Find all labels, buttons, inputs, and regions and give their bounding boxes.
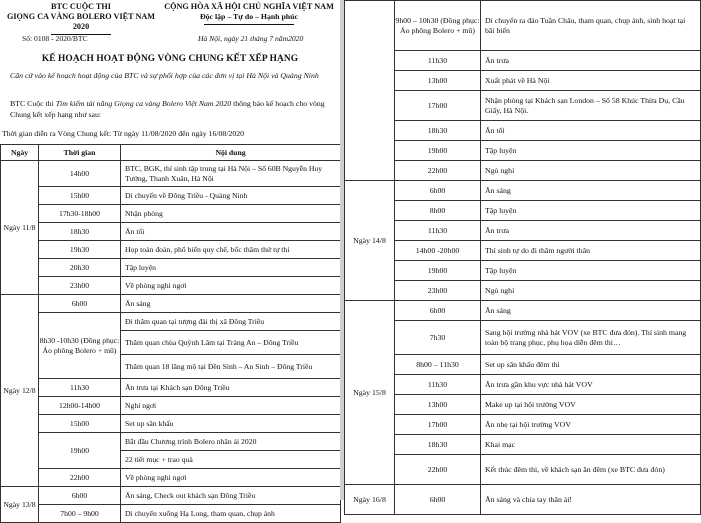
- left-page: [0, 0, 340, 518]
- document-title: KẾ HOẠCH HOẠT ĐỘNG VÒNG CHUNG KẾT XẾP HẠNG: [41, 54, 299, 64]
- table-row: [345, 181, 701, 201]
- content-cell: Set up sân khấu: [121, 415, 341, 433]
- header-content: Nội dung: [121, 145, 341, 161]
- time-cell: 18h30: [39, 223, 121, 241]
- content-cell: Di chuyển xuống Hạ Long, tham quan, chụp ảnh: [121, 505, 341, 523]
- header-day: Ngày: [1, 145, 39, 161]
- day-cell: Ngày 16/8: [345, 485, 395, 515]
- content-cell: Ăn trưa tại Khách sạn Đông Triều: [121, 379, 341, 397]
- organizer-header: [6, 2, 156, 35]
- table-row: [1, 313, 341, 331]
- state-line-1: CỘNG HÒA XÃ HỘI CHỦ NGHĨA VIỆT NAM: [164, 2, 334, 11]
- table-row: [1, 241, 341, 259]
- time-cell: 19h30: [39, 241, 121, 259]
- state-underline: [204, 24, 294, 25]
- content-cell: Ngủ nghỉ: [481, 161, 701, 181]
- intro-paragraph: [10, 98, 332, 120]
- day-cell: Ngày 12/8: [1, 295, 39, 487]
- table-row: [345, 321, 701, 355]
- state-line-2: Độc lập – Tự do – Hạnh phúc: [200, 12, 298, 21]
- table-row: [345, 1, 701, 51]
- time-cell: 19h00: [39, 433, 121, 469]
- time-cell: 22h00: [395, 455, 481, 485]
- table-row: [345, 281, 701, 301]
- content-cell: Ăn trưa gần khu vực nhà hát VOV: [481, 375, 701, 395]
- time-cell: 6h00: [395, 485, 481, 515]
- content-cell: BTC, BGK, thí sinh tập trung tại Hà Nội – Số 60B Nguyễn Huy Tưởng, Thanh Xuân, Hà Nội: [121, 161, 341, 187]
- time-cell: 15h00: [39, 187, 121, 205]
- time-cell: 8h00 – 11h30: [395, 355, 481, 375]
- day-cell: Ngày 11/8: [1, 161, 39, 295]
- time-cell: 8h30 -10h30 (Đồng phục: Áo phông Bolero + mũ): [39, 313, 121, 379]
- time-cell: 11h30: [395, 221, 481, 241]
- table-row: [1, 223, 341, 241]
- table-row: [345, 355, 701, 375]
- intro-pre: BTC Cuộc thi: [10, 99, 56, 108]
- content-cell: Thăm quan 18 lăng mộ tại Đền Sinh – An Sinh – Đông Triều: [121, 355, 341, 379]
- time-cell: 11h30: [395, 375, 481, 395]
- time-cell: 23h00: [39, 277, 121, 295]
- time-cell: 19h00: [395, 141, 481, 161]
- table-row: [1, 469, 341, 487]
- table-row: [345, 395, 701, 415]
- table-row: [345, 455, 701, 485]
- content-cell: Ăn sáng: [481, 181, 701, 201]
- table-row: [345, 201, 701, 221]
- intro-post: thông báo kế hoạch cho vòng Chung kết xếp hạng như sau:: [10, 99, 325, 119]
- table-row: [345, 221, 701, 241]
- schedule-table-right: [344, 0, 701, 515]
- content-cell: Nhận phòng tại Khách sạn London – Số 58 Khúc Thừa Dụ, Cầu Giấy, Hà Nội.: [481, 91, 701, 121]
- time-cell: 6h00: [39, 295, 121, 313]
- table-row: [345, 71, 701, 91]
- day-cell: Ngày 14/8: [345, 181, 395, 301]
- content-cell: Ăn tối: [121, 223, 341, 241]
- content-cell: Đi thăm quan tại tượng đài thị xã Đông Triều: [121, 313, 341, 331]
- content-cell: Về phòng nghỉ ngơi: [121, 277, 341, 295]
- content-cell: Tập luyện: [481, 141, 701, 161]
- schedule-table-left: [0, 144, 341, 523]
- time-cell: 23h00: [395, 281, 481, 301]
- table-row: [1, 161, 341, 187]
- content-cell: Ăn nhẹ tại hội trường VOV: [481, 415, 701, 435]
- table-row: [345, 261, 701, 281]
- content-cell: Thăm quan chùa Quỳnh Lâm tại Tràng An – Đông Triều: [121, 331, 341, 355]
- time-cell: 20h30: [39, 259, 121, 277]
- doc-number: Số: 0108 - 2020/BTC: [22, 34, 88, 43]
- content-cell: Ăn sáng, Check out khách sạn Đông Triều: [121, 487, 341, 505]
- content-cell: Xuất phát về Hà Nội: [481, 71, 701, 91]
- table-row: [345, 301, 701, 321]
- content-cell: Kết thúc đêm thi, về khách sạn ăn đêm (xe BTC đưa đón): [481, 455, 701, 485]
- contest-name: Tìm kiếm tài năng Giọng ca vàng Bolero Việt Nam 2020: [55, 99, 232, 108]
- table-row: [1, 259, 341, 277]
- time-cell: 8h00: [395, 201, 481, 221]
- day-cell-continued: [345, 1, 395, 181]
- table-row: [345, 161, 701, 181]
- time-cell: 19h00: [395, 261, 481, 281]
- event-period: Thời gian diễn ra Vòng Chung kết: Từ ngày 11/08/2020 đến ngày 16/08/2020: [2, 129, 245, 138]
- content-cell: Ăn tối: [481, 121, 701, 141]
- content-cell: Tập luyện: [481, 201, 701, 221]
- table-row: [345, 141, 701, 161]
- content-cell: Tập luyện: [121, 259, 341, 277]
- content-cell: Nghỉ ngơi: [121, 397, 341, 415]
- table-row: [345, 51, 701, 71]
- time-cell: 17h00: [395, 91, 481, 121]
- legal-basis: Căn cứ vào kế hoạch hoạt động của BTC và sự phối hợp của các đơn vị tại Hà Nội và Quảng Ninh: [10, 71, 319, 80]
- content-cell: Set up sân khấu đêm thi: [481, 355, 701, 375]
- table-row: [1, 187, 341, 205]
- table-row: [1, 295, 341, 313]
- time-cell: 13h00: [395, 395, 481, 415]
- table-row: [345, 91, 701, 121]
- header-time: Thời gian: [39, 145, 121, 161]
- content-cell: Về phòng nghỉ ngơi: [121, 469, 341, 487]
- time-cell: 11h30: [39, 379, 121, 397]
- table-header-row: [1, 145, 341, 161]
- time-cell: 14h00: [39, 161, 121, 187]
- content-cell: Ăn trưa: [481, 51, 701, 71]
- table-row: [345, 375, 701, 395]
- day-cell: Ngày 15/8: [345, 301, 395, 485]
- time-cell: 7h30: [395, 321, 481, 355]
- time-cell: 13h00: [395, 71, 481, 91]
- table-row: [1, 205, 341, 223]
- content-cell: Make up tại hội trường VOV: [481, 395, 701, 415]
- table-row: [1, 277, 341, 295]
- time-cell: 12h00-14h00: [39, 397, 121, 415]
- time-cell: 6h00: [39, 487, 121, 505]
- place-date: Hà Nội, ngày 21 tháng 7 năm2020: [198, 34, 304, 43]
- content-cell: 22 tiết mục + trao quà: [121, 451, 341, 469]
- time-cell: 15h00: [39, 415, 121, 433]
- table-row: [345, 241, 701, 261]
- content-cell: Khai mạc: [481, 435, 701, 455]
- table-row: [345, 435, 701, 455]
- time-cell: 18h30: [395, 435, 481, 455]
- time-cell: 7h00 – 9h00: [39, 505, 121, 523]
- table-row: [345, 485, 701, 515]
- content-cell: Di chuyển ra đảo Tuần Châu, tham quan, chụp ảnh, sinh hoạt tại bãi biển: [481, 1, 701, 51]
- time-cell: 22h00: [395, 161, 481, 181]
- table-row: [1, 433, 341, 451]
- content-cell: Ngủ nghỉ: [481, 281, 701, 301]
- content-cell: Bắt đầu Chương trình Bolero nhân ái 2020: [121, 433, 341, 451]
- table-row: [1, 505, 341, 523]
- table-row: [1, 397, 341, 415]
- table-row: [345, 121, 701, 141]
- time-cell: 9h00 – 10h30 (Đồng phục: Áo phông Bolero + mũ): [395, 1, 481, 51]
- content-cell: Di chuyển về Đông Triều - Quảng Ninh: [121, 187, 341, 205]
- content-cell: Sang hội trường nhà hát VOV (xe BTC đưa đón). Thí sinh mang toàn bộ trang phục, phụ họa diễn đêm thi…: [481, 321, 701, 355]
- right-page: [344, 0, 700, 504]
- time-cell: 18h30: [395, 121, 481, 141]
- table-row: [1, 379, 341, 397]
- day-cell: Ngày 13/8: [1, 487, 39, 523]
- time-cell: 17h30-18h00: [39, 205, 121, 223]
- content-cell: Ăn sáng: [121, 295, 341, 313]
- content-cell: Ăn sáng và chia tay thân ái!: [481, 485, 701, 515]
- content-cell: Thí sinh tự do đi thăm người thân: [481, 241, 701, 261]
- time-cell: 22h00: [39, 469, 121, 487]
- table-row: [1, 415, 341, 433]
- state-header: [160, 2, 338, 25]
- time-cell: 14h00 -20h00: [395, 241, 481, 261]
- content-cell: Họp toàn đoàn, phổ biến quy chế, bốc thăm thứ tự thi: [121, 241, 341, 259]
- content-cell: Ăn sáng: [481, 301, 701, 321]
- table-row: [345, 415, 701, 435]
- organizer-line-1: BTC CUỘC THI: [51, 2, 111, 11]
- content-cell: Nhận phòng: [121, 205, 341, 223]
- time-cell: 6h00: [395, 181, 481, 201]
- table-row: [1, 487, 341, 505]
- time-cell: 11h30: [395, 51, 481, 71]
- content-cell: Ăn trưa: [481, 221, 701, 241]
- time-cell: 6h00: [395, 301, 481, 321]
- organizer-line-2: GIỌNG CA VÀNG BOLERO VIỆT NAM 2020: [6, 12, 156, 31]
- time-cell: 17h00: [395, 415, 481, 435]
- content-cell: Tập luyện: [481, 261, 701, 281]
